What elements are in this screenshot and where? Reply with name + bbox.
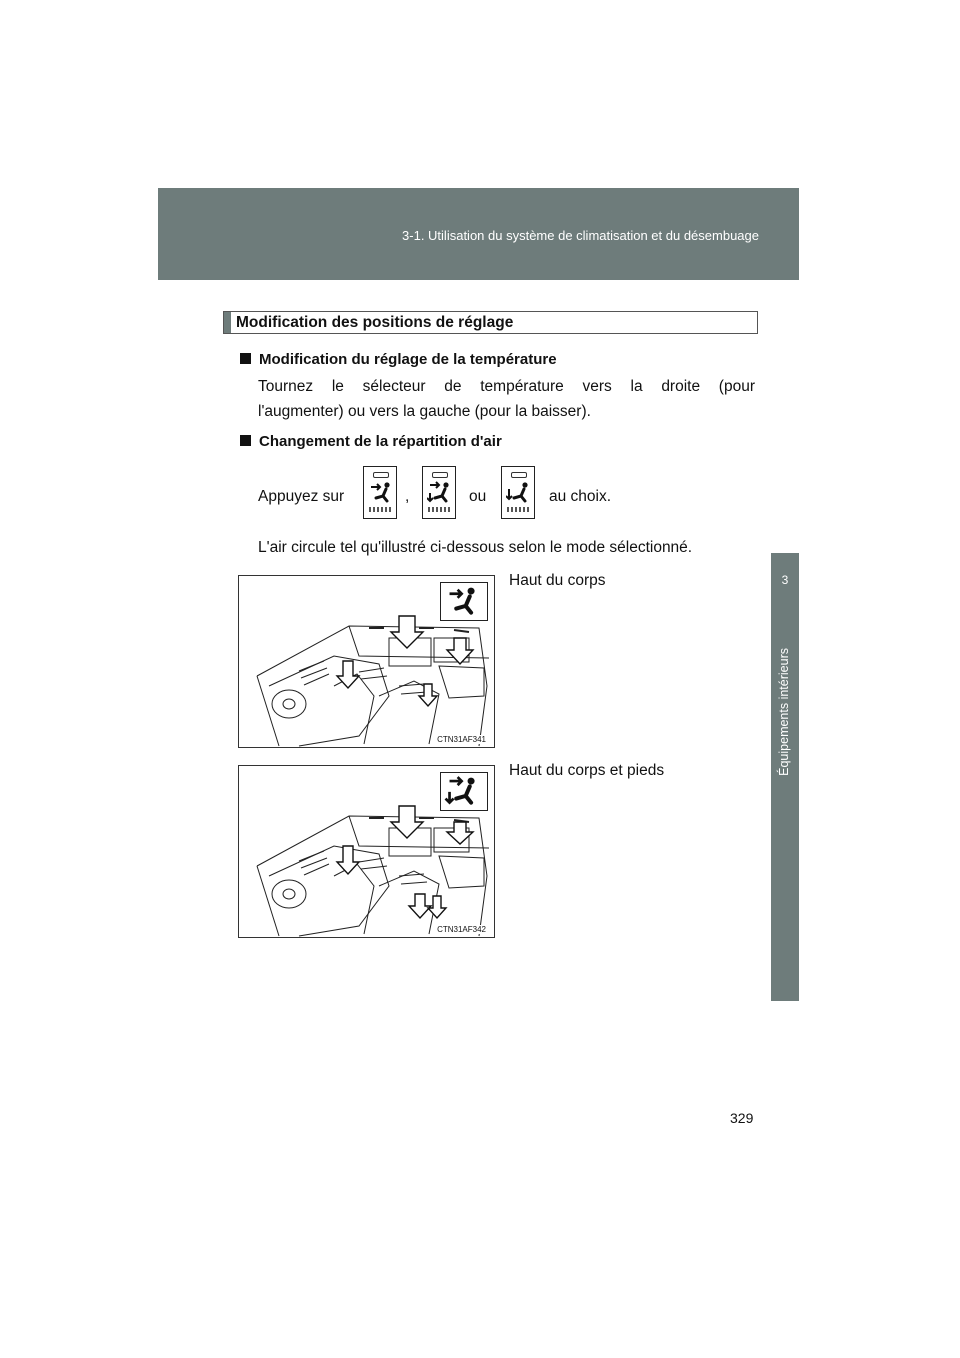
figure-code: CTN31AF342 xyxy=(437,925,486,934)
chapter-label: Équipements intérieurs xyxy=(777,648,791,776)
temperature-heading-text: Modification du réglage de la température xyxy=(259,351,557,368)
cabin-airflow-illustration-upper-body xyxy=(238,575,495,748)
upper-body-airflow-icon xyxy=(441,583,485,618)
airflow-heading-text: Changement de la répartition d'air xyxy=(259,433,502,450)
or-separator: ou xyxy=(469,488,487,505)
choice-suffix: au choix. xyxy=(549,488,612,505)
feet-airflow-icon xyxy=(506,479,532,505)
chapter-side-tab xyxy=(771,553,799,1001)
figure-caption-upper-body-feet: Haut du corps et pieds xyxy=(509,762,665,779)
upper-body-airflow-icon xyxy=(368,479,394,505)
airflow-description: L'air circule tel qu'illustré ci-dessous selon le mode sélectionné. xyxy=(258,539,693,556)
section-title: Modification des positions de réglage xyxy=(223,311,758,334)
figure-caption-upper-body: Haut du corps xyxy=(509,572,606,589)
airflow-heading xyxy=(240,433,502,450)
figure-code: CTN31AF341 xyxy=(437,735,486,744)
chapter-number: 3 xyxy=(781,573,789,587)
upper-body-and-feet-airflow-icon xyxy=(427,479,453,505)
figure-mode-indicator xyxy=(440,582,488,621)
upper-body-and-feet-airflow-icon xyxy=(441,773,485,808)
press-prefix: Appuyez sur xyxy=(258,488,345,505)
upper-body-mode-button[interactable] xyxy=(363,466,397,519)
temperature-heading xyxy=(240,351,557,368)
temperature-line-2: l'augmenter) ou vers la gauche (pour la baisser). xyxy=(258,403,591,420)
comma-separator: , xyxy=(405,488,410,505)
cabin-airflow-illustration-upper-body-feet xyxy=(238,765,495,938)
temperature-line-1: Tournez le sélecteur de température vers la droite (pour xyxy=(258,378,755,395)
bullet-square-icon xyxy=(240,435,251,446)
page-number: 329 xyxy=(730,1110,754,1126)
chapter-breadcrumb: 3-1. Utilisation du système de climatisation et du désembuage xyxy=(402,228,759,243)
figure-mode-indicator xyxy=(440,772,488,811)
upper-body-feet-mode-button[interactable] xyxy=(422,466,456,519)
feet-mode-button[interactable] xyxy=(501,466,535,519)
bullet-square-icon xyxy=(240,353,251,364)
chapter-header xyxy=(158,188,799,280)
